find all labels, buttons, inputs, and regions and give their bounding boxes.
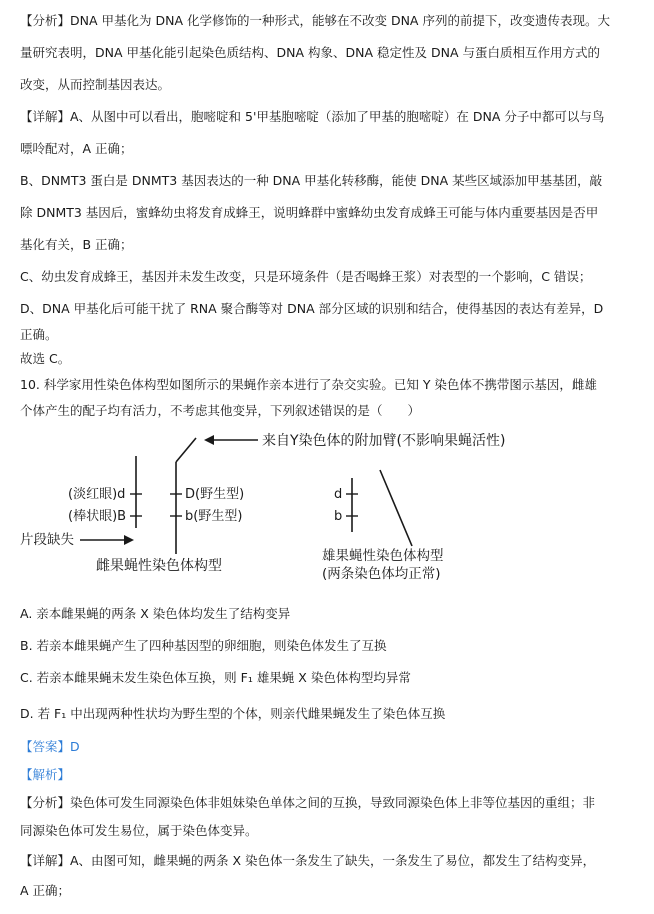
option-B: B. 若亲本雌果蝇产生了四种基因型的卵细胞，则染色体发生了互换 xyxy=(20,638,387,653)
analysis-text-1: 【分析】DNA 甲基化为 DNA 化学修饰的一种形式，能够在不改变 DNA 序列的前提下，改变遗传表现。大 xyxy=(20,13,610,28)
gene-label-wild-D: D(野生型) xyxy=(185,487,245,502)
detail-text-8: 正确。 xyxy=(20,327,58,342)
detail2-text-1: 【详解】A、由图可知，雌果蝇的两条 X 染色体一条发生了缺失，一条发生了易位，都发生了结构变异， xyxy=(20,853,596,868)
detail-text-1: 【详解】A、从图中可以看出，胞嘧啶和 5'甲基胞嘧啶（添加了甲基的胞嘧啶）在 DNA 分子中都可以与鸟 xyxy=(20,109,605,124)
chromosome-diagram xyxy=(0,428,654,588)
detail-text-7: D、DNA 甲基化后可能干扰了 RNA 聚合酶等对 DNA 部分区域的识别和结合，使得基因的表达有差异，D xyxy=(20,301,604,316)
option-A: A. 亲本雌果蝇的两条 X 染色体均发生了结构变异 xyxy=(20,606,291,621)
detail-text-2: 嘌呤配对，A 正确； xyxy=(20,141,133,156)
male-y-chromosome xyxy=(380,470,412,546)
analysis-text-2: 量研究表明，DNA 甲基化能引起染色质结构、DNA 构象、DNA 稳定性及 DNA 与蛋白质相互作用方式的 xyxy=(20,45,600,60)
male-caption-2: (两条染色体均正常) xyxy=(322,566,441,582)
option-D: D. 若 F₁ 中出现两种性状均为野生型的个体，则亲代雌果蝇发生了染色体互换 xyxy=(20,706,446,721)
option-C: C. 若亲本雌果蝇未发生染色体互换，则 F₁ 雄果蝇 X 染色体构型均异常 xyxy=(20,670,411,685)
detail2-text-2: A 正确； xyxy=(20,883,71,898)
male-gene-label-d: d xyxy=(334,487,343,502)
detail-text-5: 基化有关，B 正确； xyxy=(20,237,133,252)
analysis2-text-2: 同源染色体可发生易位，属于染色体变异。 xyxy=(20,823,258,838)
attached-y-arm xyxy=(176,438,196,462)
segment-missing-label: 片段缺失 xyxy=(20,532,74,548)
male-caption-1: 雄果蝇性染色体构型 xyxy=(322,548,444,564)
y-arm-label: 来自Y染色体的附加臂(不影响果蝇活性) xyxy=(262,433,506,449)
y-arm-arrow-head xyxy=(204,435,214,445)
question-10-line-1: 10. 科学家用性染色体构型如图所示的果蝇作亲本进行了杂交实验。已知 Y 染色体不携带图示基因，雌雄 xyxy=(20,377,597,392)
segment-missing-arrow-head xyxy=(124,535,134,545)
male-gene-label-b: b xyxy=(334,509,343,524)
detail-text-9: 故选 C。 xyxy=(20,351,71,366)
detail-text-6: C、幼虫发育成蜂王，基因并未发生改变，只是环境条件（是否喝蜂王浆）对表型的一个影响，C 错误； xyxy=(20,269,592,284)
answer-line: 【答案】D xyxy=(20,739,80,754)
analysis2-text-1: 【分析】染色体可发生同源染色体非姐妹染色单体之间的互换，导致同源染色体上非等位基因的重组；非 xyxy=(20,795,596,810)
detail-text-3: B、DNMT3 蛋白是 DNMT3 基因表达的一种 DNA 甲基化转移酶，能使 DNA 某些区域添加甲基基团，敲 xyxy=(20,173,603,188)
gene-label-wild-b: b(野生型) xyxy=(185,509,243,524)
question-10-line-2: 个体产生的配子均有活力，不考虑其他变异，下列叙述错误的是（ ） xyxy=(20,403,421,418)
detail-text-4: 除 DNMT3 基因后，蜜蜂幼虫将发育成蜂王，说明蜂群中蜜蜂幼虫发育成蜂王可能与体内重要基因是否甲 xyxy=(20,205,599,220)
parse-label: 【解析】 xyxy=(20,767,71,782)
gene-label-bar-eye: (棒状眼)B xyxy=(68,509,127,524)
female-caption: 雌果蝇性染色体构型 xyxy=(96,558,222,574)
gene-label-light-red-eye: (淡红眼)d xyxy=(68,487,126,502)
analysis-text-3: 改变，从而控制基因表达。 xyxy=(20,77,171,92)
